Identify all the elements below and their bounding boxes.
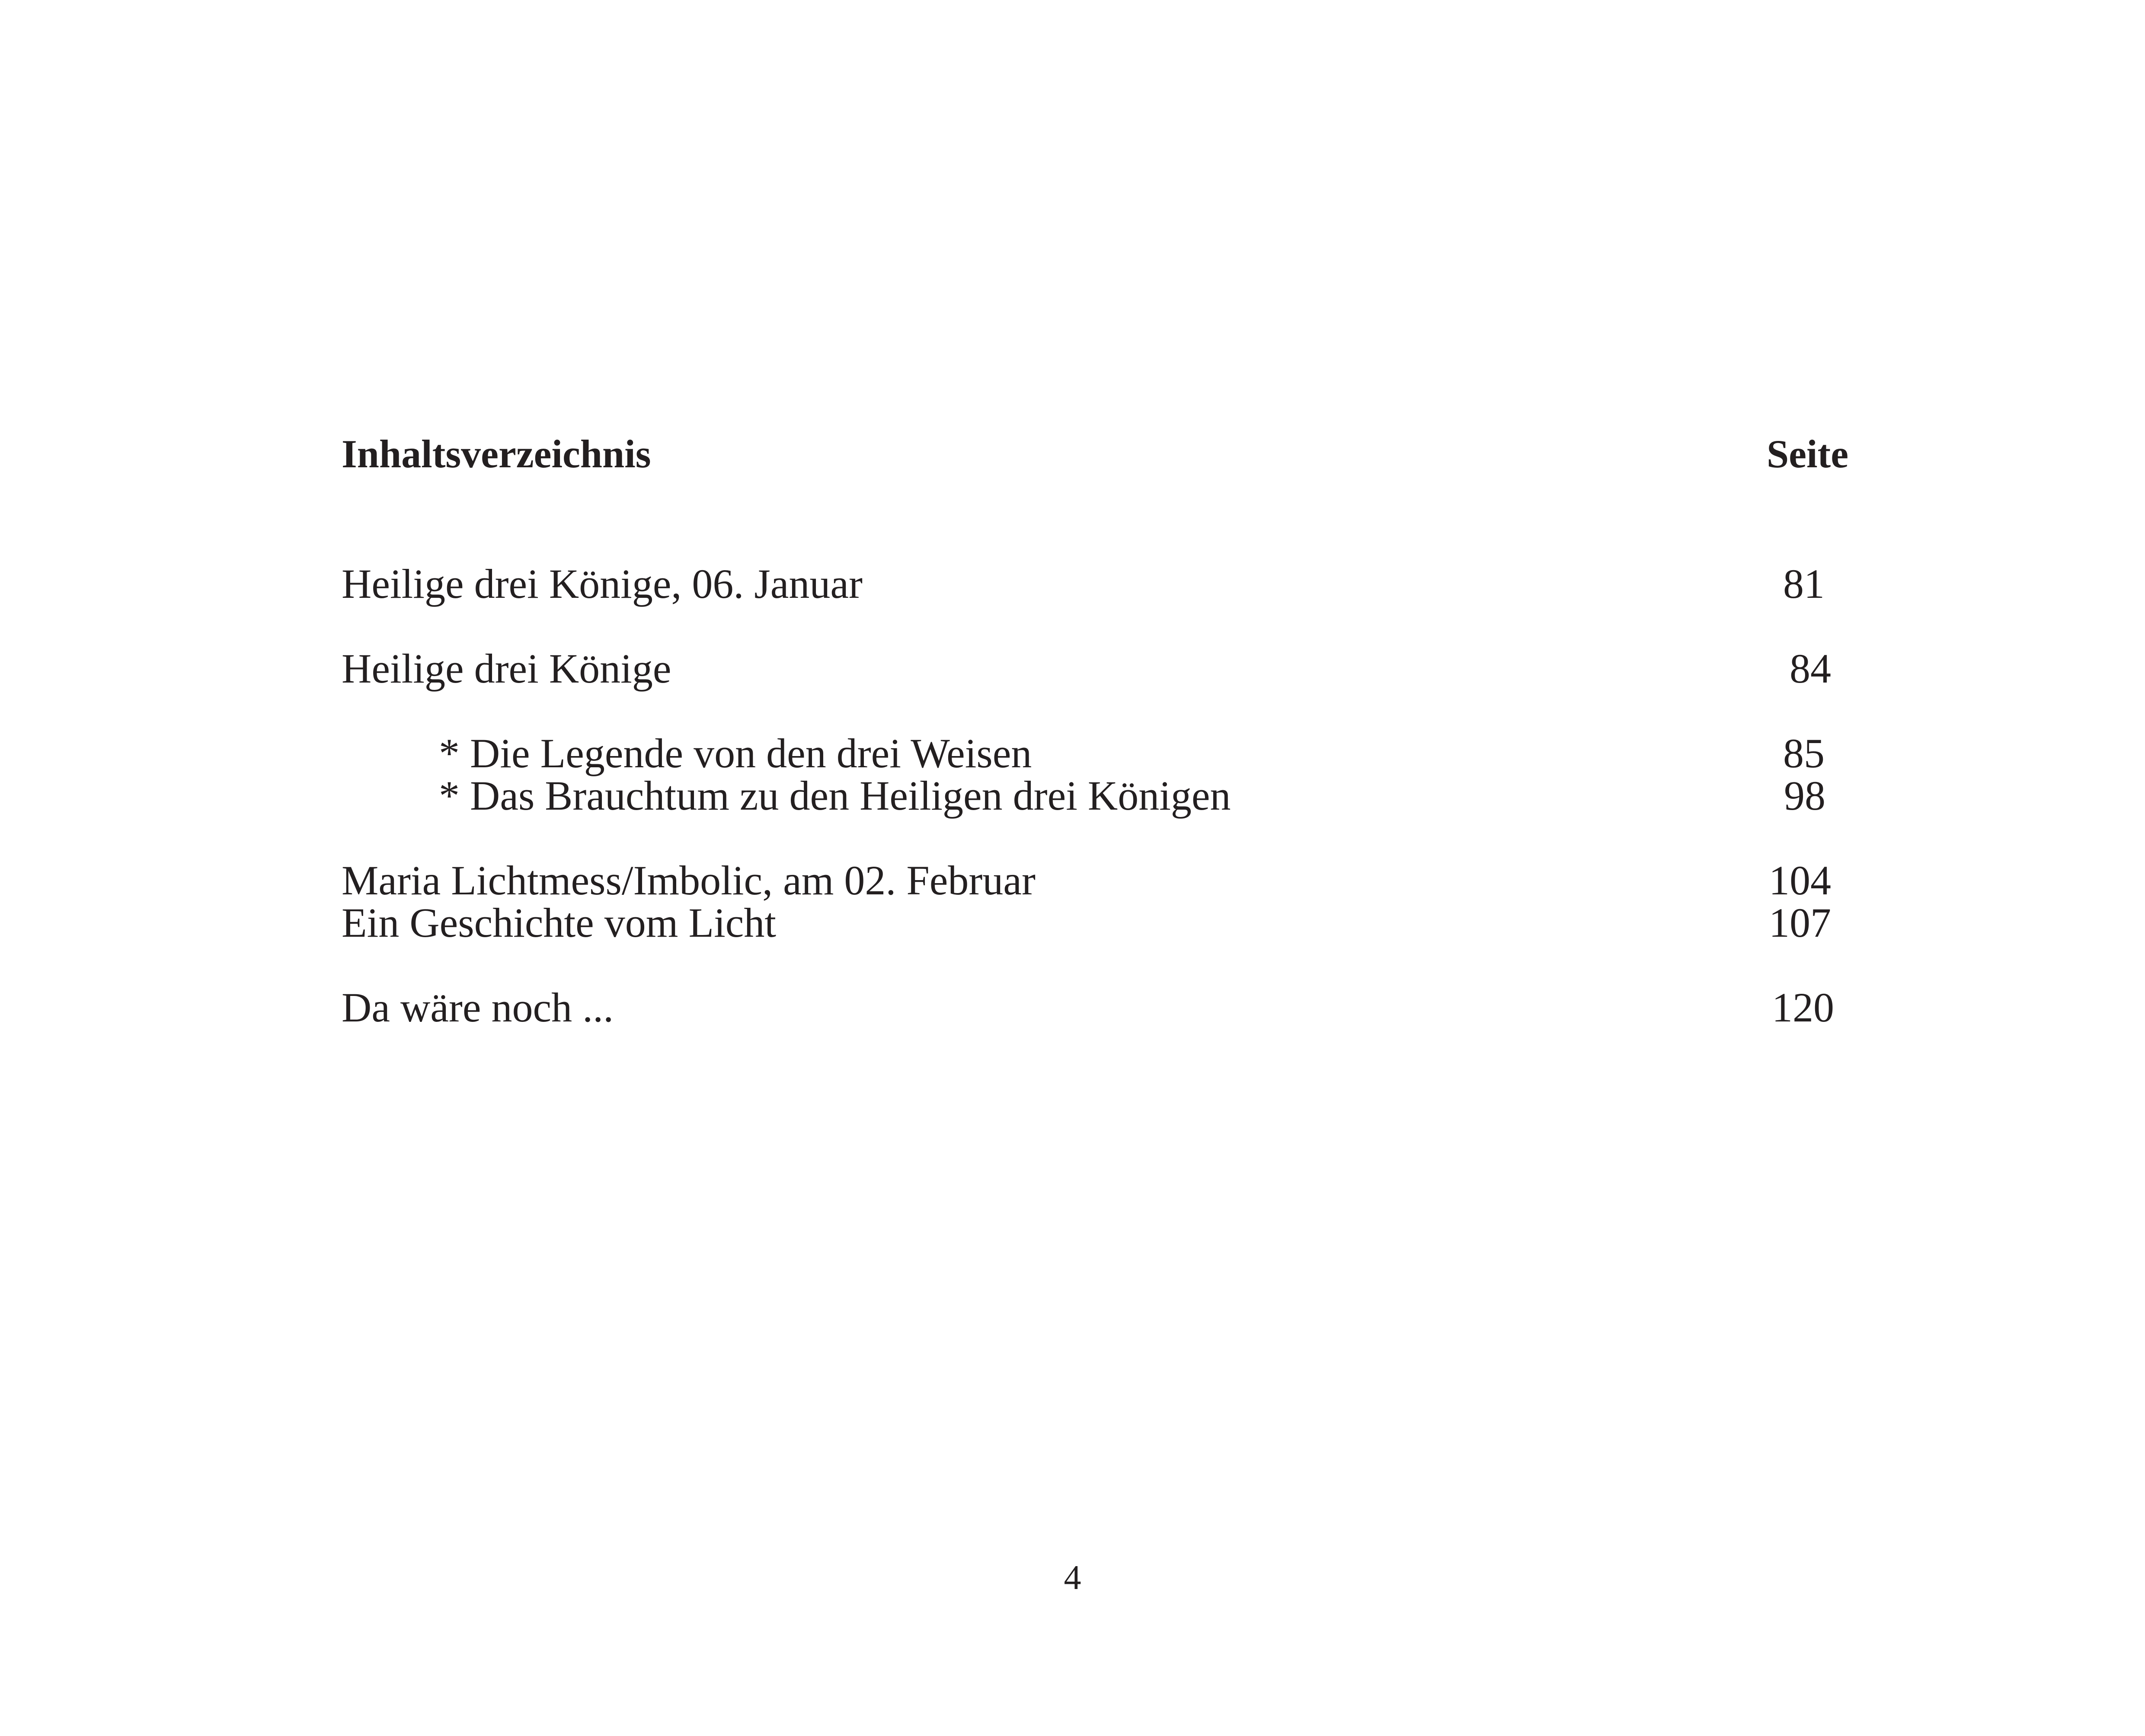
toc-entry-label: Da wäre noch ... <box>342 984 614 1031</box>
toc-subentry <box>342 772 1825 820</box>
toc-entry <box>342 899 1831 947</box>
toc-header <box>342 428 1855 480</box>
toc-entry-page: 120 <box>1772 984 1834 1031</box>
toc-entry-page: 84 <box>1790 645 1831 692</box>
toc-entry-page: 81 <box>1783 561 1825 607</box>
toc-entry-label: Maria Lichtmess/Imbolic, am 02. Februar <box>342 857 1036 903</box>
toc-entry-label: Ein Geschichte vom Licht <box>342 900 777 946</box>
toc-entry <box>342 645 1831 692</box>
page-number: 4 <box>1064 1559 1081 1597</box>
toc-entry-label: Heilige drei Könige, 06. Januar <box>342 561 863 607</box>
toc-entry <box>342 984 1834 1031</box>
toc-entry <box>342 560 1825 608</box>
toc-title: Inhaltsverzeichnis <box>342 432 651 476</box>
toc-entry-page: 85 <box>1783 730 1825 776</box>
toc-entry <box>342 857 1831 904</box>
toc-entry-label: Heilige drei Könige <box>342 645 671 692</box>
toc-entry-page: 107 <box>1769 900 1831 946</box>
toc-entry-page: 104 <box>1769 857 1831 903</box>
toc-subentry <box>342 730 1825 777</box>
toc-page-heading: Seite <box>1767 432 1849 476</box>
toc-entry-page: 98 <box>1784 772 1825 819</box>
toc-entry-label: * Die Legende von den drei Weisen <box>439 730 1032 776</box>
toc-entry-label: * Das Brauchtum zu den Heiligen drei Königen <box>439 772 1231 819</box>
